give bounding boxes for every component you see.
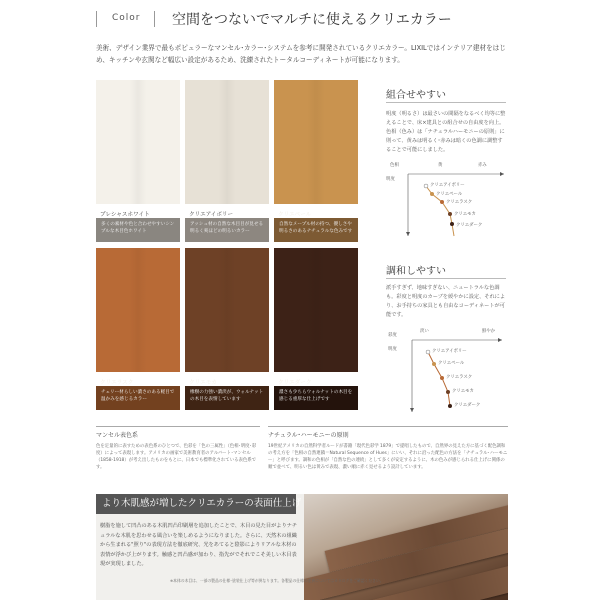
combine-rule — [386, 102, 506, 103]
swatch-name: クリエペール — [278, 212, 312, 218]
banner-text: 樹脂を施して凹凸のある木肌凹凸印刷層を追加したことで、木目の見た目がよりナチュラルな木肌を思わせる風合いを楽しめるようになりました。さらに、天然木の組織から生まれる"照り"の表現方法を徹底研究、光をあてると陰影によりリアルな木材の表情が浮かび上がります。触感と凹凸感が加わり、指先がでそれでこそ美しい木目表現が実現しました。 — [100, 523, 298, 567]
point-rusk — [440, 376, 444, 380]
value-arrow-icon — [406, 232, 410, 236]
sat-axis-label: 彩度 — [388, 333, 397, 338]
swatch-wood-sample — [96, 248, 180, 372]
swatch-crie-pale — [274, 80, 358, 242]
swatch-wood-sample — [185, 248, 269, 372]
hue-high-label: 赤み — [478, 163, 487, 168]
label-pale: クリエペール — [438, 361, 465, 366]
swatch-name: クリエアイボリー — [189, 212, 234, 218]
swatch-grid — [96, 80, 358, 414]
swatch-crie-moka — [185, 248, 269, 410]
swatch-name: クリエダーク — [278, 380, 312, 386]
point-dark — [450, 222, 454, 226]
swatch-crie-ivory — [185, 80, 269, 242]
harmony-principle-text: 19世紀アメリカの自然科学者ルードが書籍「現代色彩学 1879」で提唱したもので、自然界の見えた方に基づく配色調和の考え方を「色相の自然連鎖＝Natural Sequence of Hues」にいい、それに沿った配色の方法を「ナチュラル･ハーモニー」と呼びます。調和の色相が「自然な色の連続」として多くが安定するように、木の色みが感じられる仕上げに関係の順で並べて、明るい色は黄みで表現、濃い順に赤く見せるよう設計しています。 — [268, 444, 508, 470]
label-pale: クリエペール — [436, 192, 463, 197]
harmony-title: 調和しやすい — [386, 266, 446, 277]
swatch-wood-sample — [185, 80, 269, 204]
point-dark — [448, 404, 452, 408]
swatch-wood-sample — [274, 80, 358, 204]
swatch-wood-sample — [274, 248, 358, 372]
harmony-diagram-svg — [386, 332, 506, 414]
label-rusk: クリエラスク — [446, 375, 473, 380]
point-pale — [430, 192, 434, 196]
point-pale — [432, 362, 436, 366]
header-divider — [154, 11, 155, 27]
munsell-info — [96, 426, 260, 484]
swatch-desc: 多くの素材や色と合わせやすいシンプルな木目色ホワイト — [96, 218, 180, 242]
value-axis-label: 明度 — [388, 347, 397, 352]
munsell-title: マンセル表色系 — [96, 432, 139, 439]
banner-footnote: ※本体の木目は、一部の製品の仕様･塗装仕上げ等が異なります。各製品の仕様の差異についてはカタログをご確認ください。 — [170, 578, 384, 583]
label-dark: クリエダーク — [454, 403, 481, 408]
combine-text: 明度（明るさ）は最さいの間隔をなるべく均等に整えることで、床×建具との組合せの自由度を向上。色相（色み）は「ナチュラルハーモニーの原則」に則って、黄みは明るく･赤みは暗くの色調に調整することで可能にしました。 — [386, 111, 506, 153]
harmony-diagram — [386, 329, 506, 414]
point-moka — [448, 212, 452, 216]
sat-arrow-icon — [498, 338, 502, 342]
header-tick — [96, 11, 97, 27]
hue-axis-label: 色相 — [390, 163, 399, 168]
swatch-precious-white — [96, 80, 180, 242]
label-ivory: クリエアイボリー — [432, 349, 467, 354]
combine-diagram — [386, 163, 506, 238]
label-ivory: クリエアイボリー — [430, 183, 465, 188]
banner-title: より木肌感が増したクリエカラーの表面仕上げ — [96, 494, 296, 514]
swatch-crie-rusk — [96, 248, 180, 410]
section-label: Color — [112, 13, 141, 23]
swatch-desc: 自然なメープル材の持つ、優しさや明るさのあるナチュラルな色みです — [274, 218, 358, 242]
hue-arrow-icon — [500, 172, 504, 176]
label-moka: クリエモカ — [452, 389, 474, 394]
value-arrow-icon — [410, 408, 414, 412]
swatch-name: プレシャスホワイト — [100, 212, 150, 218]
page-header — [96, 8, 516, 30]
label-dark: クリエダーク — [456, 223, 483, 228]
intro-text: 美術、デザイン業界で最もポピュラーなマンセル･カラー･システムを参考に開発されているクリエカラー。LIXILではインテリア建材をはじめ、キッチンや玄関など幅広い設定があるため、洗練されたトータルコーディネートが可能になります。 — [96, 44, 506, 64]
wood-plank-photo — [304, 494, 508, 600]
harmony-rule — [386, 278, 506, 279]
sat-low-label: 淡い — [420, 329, 429, 334]
point-ivory — [426, 350, 430, 354]
sat-high-label: 鮮やか — [482, 329, 496, 334]
swatch-wood-sample — [96, 80, 180, 204]
swatch-name: クリエモカ — [189, 380, 217, 386]
munsell-text: 色を定量的に表すための表色系のひとつで、色彩を「色の三属性」（色相･明度･彩度）によって表現します。アメリカの画家で美術教育者のアルバート･マンセル（1858-1918）が考え出したものをもとに、日本でも標準化されている表色系です。 — [96, 444, 257, 470]
value-axis-label: 明度 — [386, 177, 395, 182]
label-rusk: クリエラスク — [446, 200, 473, 205]
swatch-crie-dark — [274, 248, 358, 410]
swatch-name: クリエラスク — [100, 380, 134, 386]
harmony-principle-title: ナチュラル･ハーモニーの原則 — [268, 432, 349, 439]
point-moka — [446, 390, 450, 394]
swatch-desc: チェリー材らしい濃さのある軽目で温かみを感じるカラー — [96, 386, 180, 410]
harmony-info — [268, 426, 508, 484]
harmony-text: 派手すぎず、地味すぎない、ニュートラルな色調も。彩度と明度のカーブを緩やかに設定、それにより、お手持ちの家具とも自由なコーディネートが可能です。 — [386, 285, 506, 318]
hue-low-label: 黄 — [438, 163, 443, 168]
swatch-desc: 橡樹の力強い濃淡が、ウォルナットの木目を表情しています — [185, 386, 269, 410]
combine-title: 組合せやすい — [386, 90, 446, 101]
point-ivory — [424, 184, 428, 188]
point-rusk — [440, 200, 444, 204]
surface-finish-banner — [96, 494, 508, 600]
label-moka: クリエモカ — [454, 212, 476, 217]
swatch-desc: アッシュ材の自然な木目目が見せる明るく爽ほどの明るいカラー — [185, 218, 269, 242]
page-title: 空間をつないでマルチに使えるクリエカラー — [172, 12, 452, 28]
swatch-desc: 濃さも少ちらウォルナットの木目を感じる重厚な仕上げです — [274, 386, 358, 410]
